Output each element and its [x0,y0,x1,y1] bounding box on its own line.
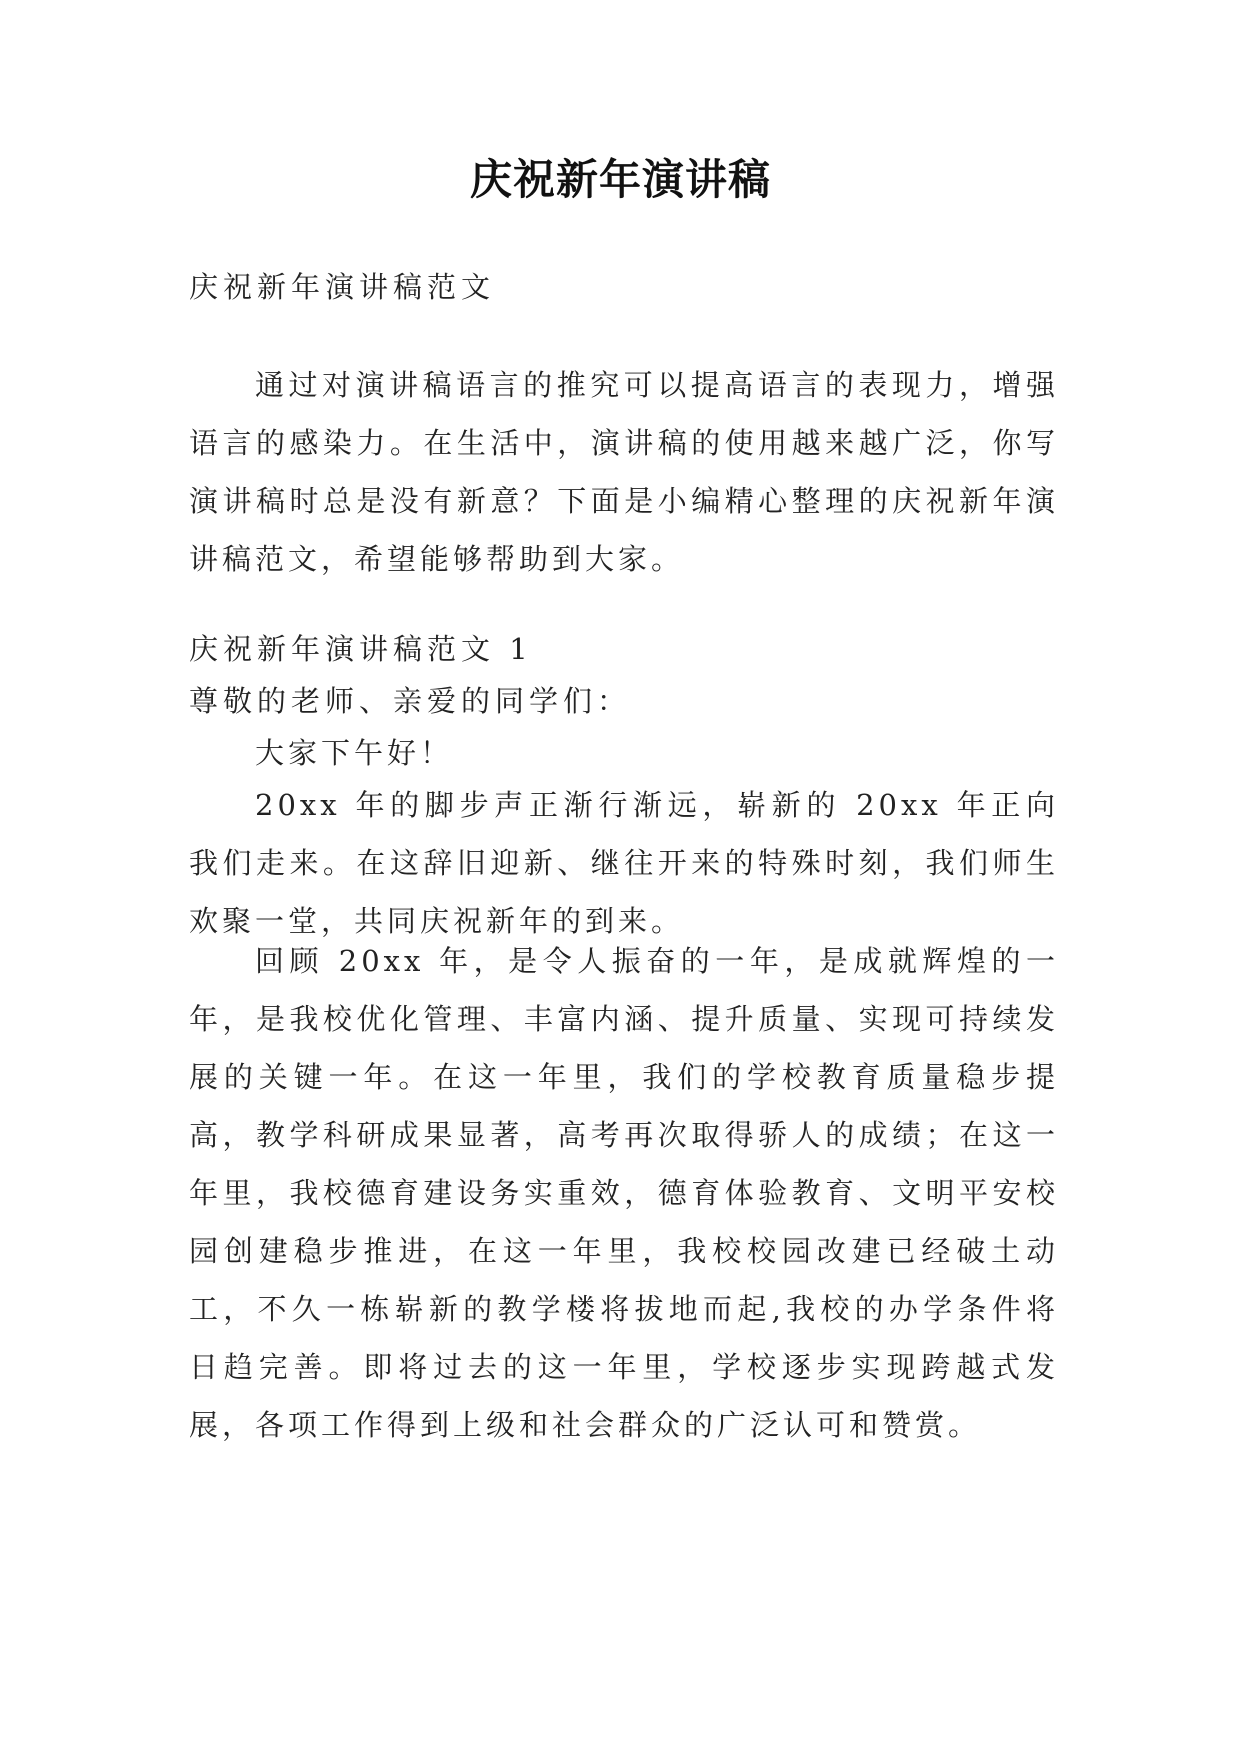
greeting: 大家下午好！ [255,736,454,770]
document-title: 庆祝新年演讲稿 [469,155,771,204]
document-subtitle: 庆祝新年演讲稿范文 [189,270,496,304]
section-heading: 庆祝新年演讲稿范文 1 [189,632,533,666]
body-paragraph-1: 20xx 年的脚步声正渐行渐远，崭新的 20xx 年正向我们走来。在这辞旧迎新、继往开来的特殊时刻，我们师生欢聚一堂，共同庆祝新年的到来。 [189,788,1059,938]
body-paragraph-2: 回顾 20xx 年，是令人振奋的一年，是成就辉煌的一年，是我校优化管理、丰富内涵、提升质量、实现可持续发展的关键一年。在这一年里，我们的学校教育质量稳步提高，教学科研成果显著，高考再次取得骄人的成绩；在这一年里，我校德育建设务实重效，德育体验教育、文明平安校园创建稳步推进，在这一年里，我校校园改建已经破土动工，不久一栋崭新的教学楼将拔地而起,我校的办学条件将日趋完善。即将过去的这一年里，学校逐步实现跨越式发展，各项工作得到上级和社会群众的广泛认可和赞赏。 [189,944,1059,1442]
intro-paragraph: 通过对演讲稿语言的推究可以提高语言的表现力，增强语言的感染力。在生活中，演讲稿的使用越来越广泛，你写演讲稿时总是没有新意？下面是小编精心整理的庆祝新年演讲稿范文，希望能够帮助到大家。 [189,368,1059,576]
salutation: 尊敬的老师、亲爱的同学们： [189,684,632,718]
